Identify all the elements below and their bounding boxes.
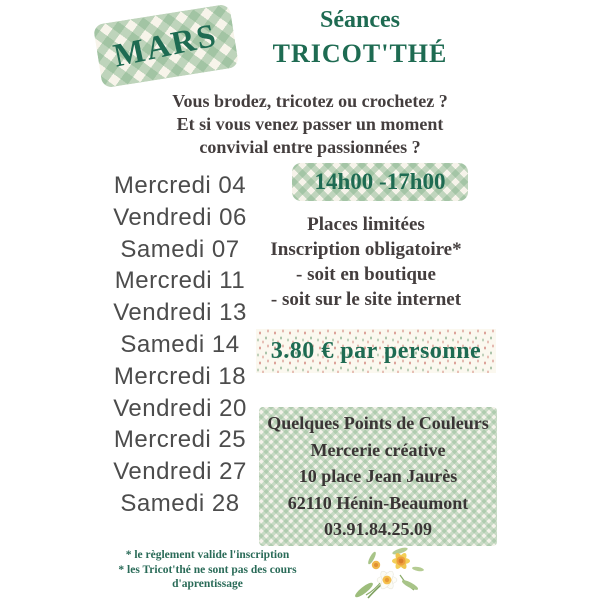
hours-label: 14h00 -17h00 bbox=[314, 169, 446, 194]
date-item: Vendredi 06 bbox=[113, 203, 247, 231]
date-item: Mercredi 18 bbox=[113, 362, 247, 390]
hours-badge bbox=[292, 163, 468, 201]
shop-address: 10 place Jean Jaurès bbox=[298, 466, 458, 487]
month-label: MARS bbox=[110, 16, 222, 75]
date-item: Vendredi 20 bbox=[113, 394, 247, 422]
info-line1: Places limitées bbox=[307, 214, 425, 235]
info-line3: - soit en boutique bbox=[296, 264, 436, 285]
intro-line1: Vous brodez, tricotez ou crochetez ? bbox=[172, 91, 448, 111]
title-line2: TRICOT'THÉ bbox=[272, 39, 448, 68]
intro-paragraph bbox=[130, 90, 490, 159]
month-sticker bbox=[93, 4, 239, 89]
daffodil-bouquet-icon bbox=[340, 545, 432, 600]
date-item: Samedi 14 bbox=[120, 330, 240, 358]
intro-line3: convivial entre passionnées ? bbox=[199, 137, 421, 157]
title-line1: Séances bbox=[320, 7, 400, 33]
shop-city: 62110 Hénin-Beaumont bbox=[287, 492, 469, 513]
session-dates-list bbox=[92, 170, 268, 520]
shop-name: Quelques Points de Couleurs bbox=[267, 413, 489, 434]
info-line4: - soit sur le site internet bbox=[270, 289, 462, 310]
shop-type: Mercerie créative bbox=[310, 439, 446, 460]
date-item: Mercredi 04 bbox=[113, 172, 247, 199]
footnote-line2: * les Tricot'thé ne sont pas des cours bbox=[118, 563, 297, 576]
contact-card bbox=[259, 407, 497, 546]
price-banner bbox=[256, 329, 496, 373]
date-item: Samedi 07 bbox=[120, 235, 240, 263]
page-title bbox=[250, 8, 470, 67]
date-item: Mercredi 25 bbox=[113, 426, 247, 454]
registration-info bbox=[246, 212, 486, 312]
date-item: Vendredi 13 bbox=[113, 299, 247, 327]
price-label: 3.80 € par personne bbox=[270, 337, 482, 364]
info-line2: Inscription obligatoire* bbox=[270, 239, 462, 260]
intro-line2: Et si vous venez passer un moment bbox=[176, 114, 444, 134]
date-item: Samedi 28 bbox=[120, 489, 240, 517]
footnote-line1: * le règlement valide l'inscription bbox=[125, 549, 290, 561]
date-item: Mercredi 11 bbox=[114, 267, 246, 295]
date-item: Vendredi 27 bbox=[113, 458, 247, 486]
footnotes bbox=[95, 548, 320, 592]
footnote-line3: d'aprentissage bbox=[172, 578, 243, 590]
shop-phone: 03.91.84.25.09 bbox=[324, 519, 432, 540]
